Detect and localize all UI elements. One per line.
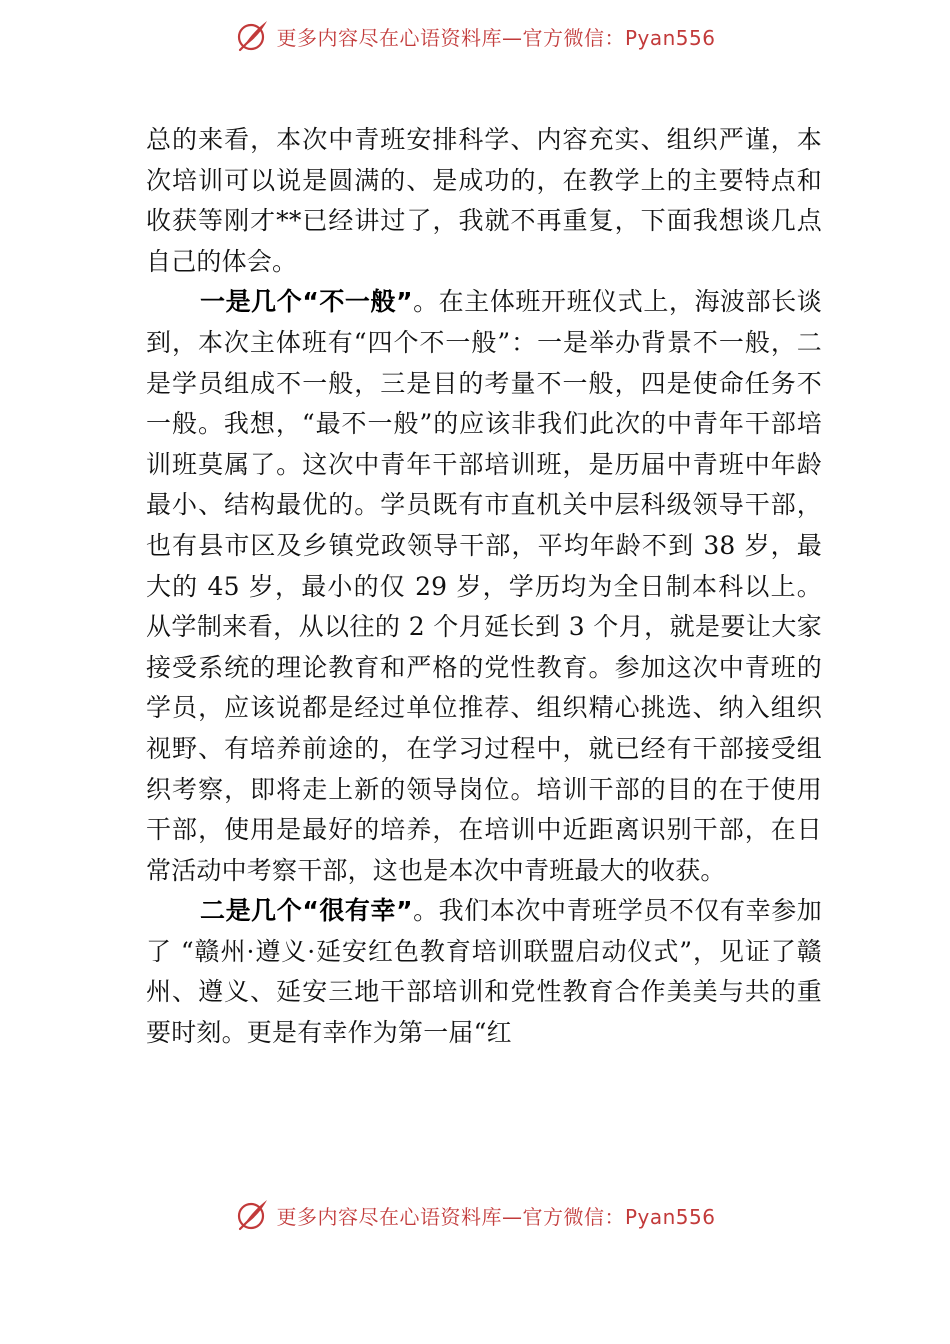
paragraph-text: 。在主体班开班仪式上，海波部长谈到，本次主体班有“四个不一般”：一是举办背景不一般，二是学员组成不一般，三是目的考量不一般，四是使命任务不一般。我想，“最不一般”的应该非我们此次的中青年干部培训班莫属了。这次中青年干部培训班，是历届中青班中年龄最小、结构最优的。学员既有市直机关中层科级领导干部，也有县市区及乡镇党政领导干部，平均年龄不到 38 岁，最大的 45 岁，最小的仅 29 岁，学历均为全日制本科以上。从学制来看，从以往的 2 个月延长到 3 个月，就是要让大家接受系统的理论教育和严格的党性教育。参加这次中青班的学员，应该说都是经过单位推荐、组织精心挑选、纳入组织视野、有培养前途的，在学习过程中，就已经有干部接受组织考察，即将走上新的领导岗位。培训干部的目的在于使用干部，使用是最好的培养，在培训中近距离识别干部，在日常活动中考察干部，这也是本次中青班最大的收获。: [146, 287, 823, 885]
point-heading: 一是几个“不一般”: [200, 287, 413, 317]
paragraph-text: 。我们本次中青班学员不仅有幸参加了 “赣州·遵义·延安红色教育培训联盟启动仪式”，见证了赣州、遵义、延安三地干部培训和党性教育合作美美与共的重要时刻。更是有幸作为第一届“红: [146, 896, 823, 1048]
feather-pen-logo-icon: [234, 18, 270, 54]
paragraph-point-two: [146, 891, 822, 1053]
point-heading: 二是几个“很有幸”: [200, 896, 413, 926]
document-body: [146, 120, 822, 1054]
footer-watermark-banner: [0, 1195, 950, 1235]
banner-text: 更多内容尽在心语资料库—官方微信：Pyan556: [276, 1204, 716, 1229]
paragraph-text: 总的来看，本次中青班安排科学、内容充实、组织严谨，本次培训可以说是圆满的、是成功的，在教学上的主要特点和收获等刚才**已经讲过了，我就不再重复，下面我想谈几点自己的体会。: [146, 125, 822, 276]
paragraph-summary: [146, 120, 822, 282]
header-watermark-banner: [0, 16, 950, 56]
feather-pen-logo-icon: [234, 1197, 270, 1233]
paragraph-point-one: [146, 282, 822, 891]
banner-text: 更多内容尽在心语资料库—官方微信：Pyan556: [276, 25, 716, 50]
